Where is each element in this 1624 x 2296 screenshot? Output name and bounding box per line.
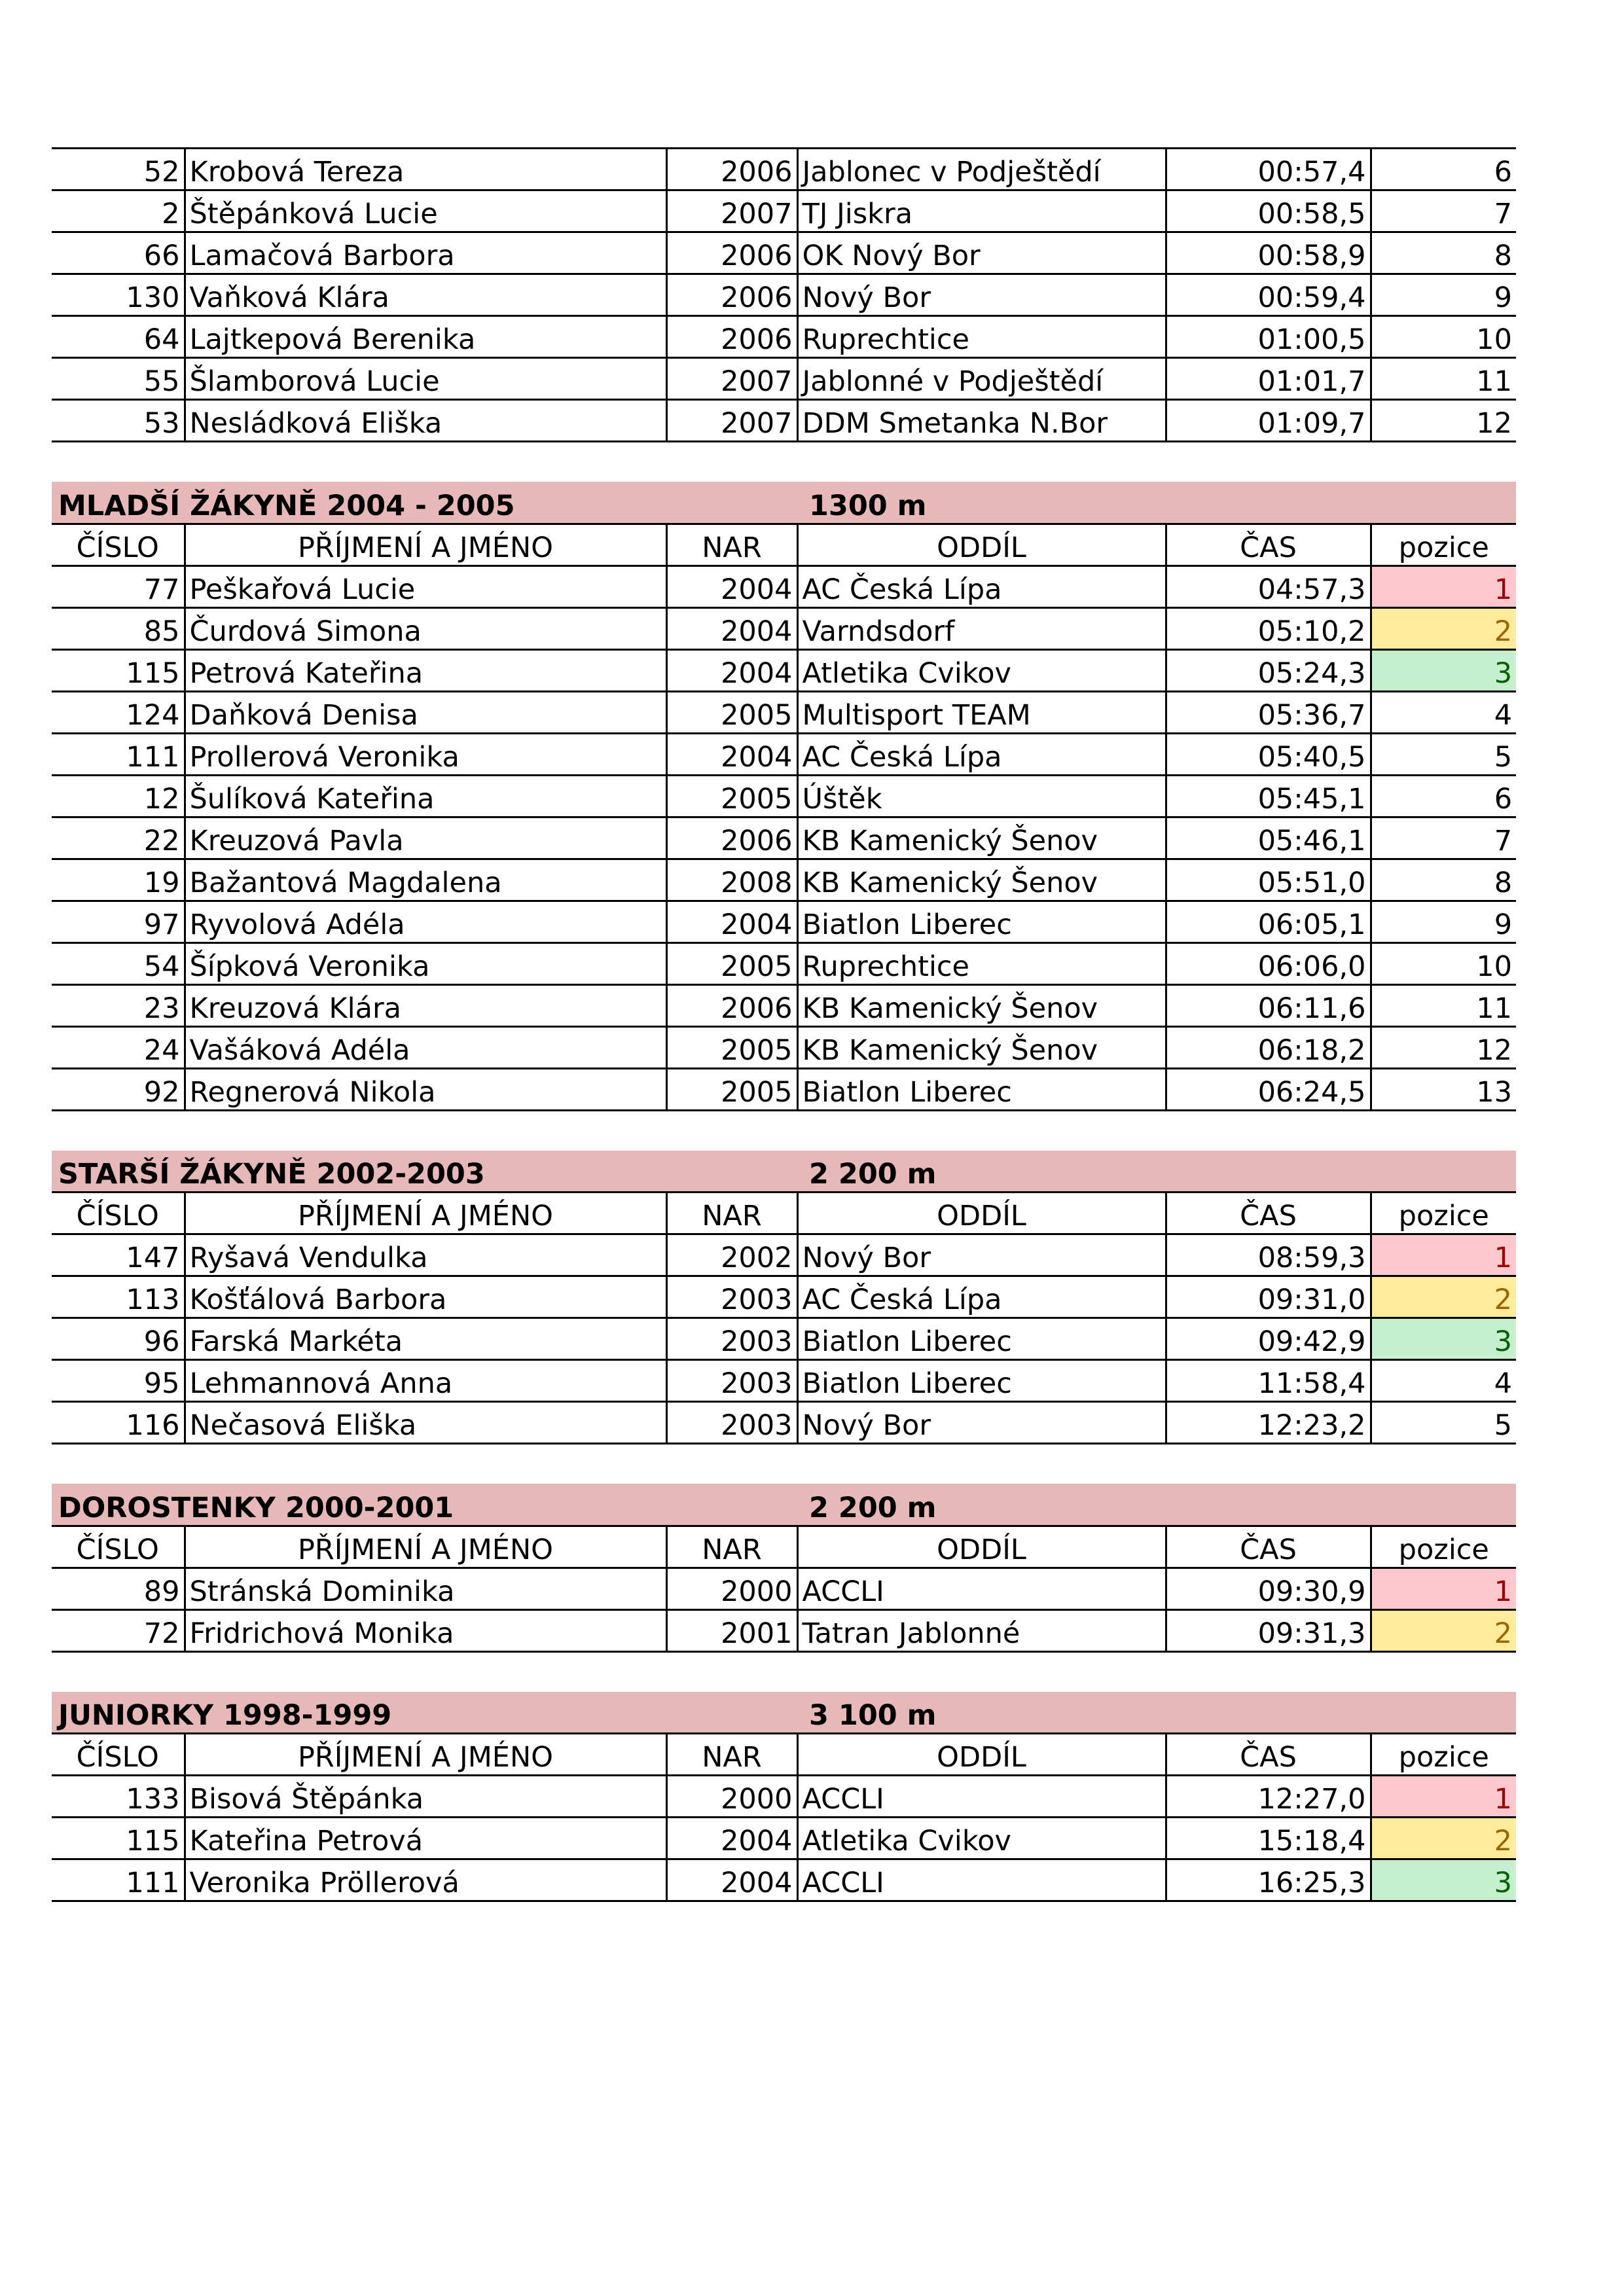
result-row [52, 817, 1516, 859]
club: OK Nový Bor [797, 232, 1166, 274]
column-header-row [52, 524, 1516, 565]
position: 9 [1371, 901, 1516, 942]
club: Jablonec v Podještědí [797, 149, 1166, 190]
birth-year: 2004 [666, 1859, 797, 1901]
athlete-name: Daňková Denisa [185, 691, 666, 733]
position: 13 [1371, 1068, 1516, 1110]
athlete-name: Kreuzová Pavla [185, 817, 666, 859]
time: 00:59,4 [1166, 274, 1371, 316]
position: 7 [1371, 817, 1516, 859]
birth-year: 2004 [666, 607, 797, 649]
athlete-name: Nečasová Eliška [185, 1402, 666, 1444]
athlete-name: Prollerová Veronika [185, 733, 666, 775]
athlete-name: Bažantová Magdalena [185, 859, 666, 901]
col-header-oddil: ODDÍL [797, 1734, 1166, 1776]
bib-number: 116 [52, 1402, 185, 1444]
athlete-name: Stránská Dominika [185, 1568, 666, 1609]
result-row [52, 691, 1516, 733]
bib-number: 97 [52, 901, 185, 942]
club: Úštěk [797, 775, 1166, 817]
bib-number: 19 [52, 859, 185, 901]
col-header-oddil: ODDÍL [797, 524, 1166, 565]
col-header-oddil: ODDÍL [797, 1526, 1166, 1568]
birth-year: 2006 [666, 232, 797, 274]
time: 00:58,5 [1166, 190, 1371, 232]
result-row [52, 859, 1516, 901]
col-header-nar: NAR [666, 1734, 797, 1776]
col-header-cas: ČAS [1166, 524, 1371, 565]
result-row [52, 649, 1516, 691]
club: DDM Smetanka N.Bor [797, 400, 1166, 442]
bib-number: 66 [52, 232, 185, 274]
club: Biatlon Liberec [797, 901, 1166, 942]
athlete-name: Nesládková Eliška [185, 400, 666, 442]
birth-year: 2004 [666, 733, 797, 775]
birth-year: 2004 [666, 901, 797, 942]
birth-year: 2006 [666, 817, 797, 859]
birth-year: 2006 [666, 274, 797, 316]
time: 05:24,3 [1166, 649, 1371, 691]
result-row [52, 775, 1516, 817]
result-row [52, 1318, 1516, 1360]
result-row [52, 274, 1516, 316]
birth-year: 2003 [666, 1402, 797, 1444]
category-table [52, 1692, 1516, 1903]
position: 4 [1371, 1360, 1516, 1402]
club: ACCLI [797, 1568, 1166, 1609]
athlete-name: Peškařová Lucie [185, 565, 666, 607]
col-header-nar: NAR [666, 524, 797, 565]
result-row [52, 607, 1516, 649]
category-title: JUNIORKY 1998-1999 [52, 1692, 797, 1734]
club: Varndsdorf [797, 607, 1166, 649]
time: 09:30,9 [1166, 1568, 1371, 1609]
athlete-name: Šulíková Kateřina [185, 775, 666, 817]
athlete-name: Lamačová Barbora [185, 232, 666, 274]
column-header-row [52, 1526, 1516, 1568]
position: 6 [1371, 775, 1516, 817]
athlete-name: Ryvolová Adéla [185, 901, 666, 942]
bib-number: 64 [52, 316, 185, 358]
time: 15:18,4 [1166, 1818, 1371, 1859]
athlete-name: Petrová Kateřina [185, 649, 666, 691]
time: 06:11,6 [1166, 984, 1371, 1026]
time: 16:25,3 [1166, 1859, 1371, 1901]
club: Nový Bor [797, 1402, 1166, 1444]
time: 01:01,7 [1166, 358, 1371, 400]
athlete-name: Krobová Tereza [185, 149, 666, 190]
birth-year: 2004 [666, 1818, 797, 1859]
result-row [52, 358, 1516, 400]
position: 3 [1371, 1318, 1516, 1360]
col-header-jmeno: PŘÍJMENÍ A JMÉNO [185, 1193, 666, 1234]
col-header-jmeno: PŘÍJMENÍ A JMÉNO [185, 1526, 666, 1568]
result-row [52, 1276, 1516, 1318]
category-title: STARŠÍ ŽÁKYNĚ 2002-2003 [52, 1151, 797, 1193]
category-distance: 1300 m [797, 482, 1516, 524]
time: 04:57,3 [1166, 565, 1371, 607]
club: Nový Bor [797, 274, 1166, 316]
club: KB Kamenický Šenov [797, 984, 1166, 1026]
bib-number: 12 [52, 775, 185, 817]
position: 1 [1371, 565, 1516, 607]
col-header-cas: ČAS [1166, 1734, 1371, 1776]
position: 12 [1371, 1026, 1516, 1068]
result-row [52, 190, 1516, 232]
position: 2 [1371, 1818, 1516, 1859]
col-header-nar: NAR [666, 1526, 797, 1568]
club: Jablonné v Podještědí [797, 358, 1166, 400]
position: 7 [1371, 190, 1516, 232]
club: KB Kamenický Šenov [797, 859, 1166, 901]
athlete-name: Vašáková Adéla [185, 1026, 666, 1068]
position: 2 [1371, 1276, 1516, 1318]
birth-year: 2005 [666, 691, 797, 733]
club: KB Kamenický Šenov [797, 1026, 1166, 1068]
position: 2 [1371, 1609, 1516, 1651]
position: 12 [1371, 400, 1516, 442]
time: 09:42,9 [1166, 1318, 1371, 1360]
time: 01:00,5 [1166, 316, 1371, 358]
col-header-cas: ČAS [1166, 1193, 1371, 1234]
time: 01:09,7 [1166, 400, 1371, 442]
bib-number: 147 [52, 1234, 185, 1276]
athlete-name: Lehmannová Anna [185, 1360, 666, 1402]
col-header-pozice: pozice [1371, 524, 1516, 565]
position: 2 [1371, 607, 1516, 649]
birth-year: 2008 [666, 859, 797, 901]
result-row [52, 232, 1516, 274]
birth-year: 2005 [666, 942, 797, 984]
club: Biatlon Liberec [797, 1068, 1166, 1110]
category-header [52, 1151, 1516, 1193]
time: 09:31,0 [1166, 1276, 1371, 1318]
col-header-pozice: pozice [1371, 1734, 1516, 1776]
bib-number: 85 [52, 607, 185, 649]
birth-year: 2007 [666, 400, 797, 442]
time: 11:58,4 [1166, 1360, 1371, 1402]
result-row [52, 984, 1516, 1026]
club: Nový Bor [797, 1234, 1166, 1276]
col-header-nar: NAR [666, 1193, 797, 1234]
bib-number: 72 [52, 1609, 185, 1651]
athlete-name: Kateřina Petrová [185, 1818, 666, 1859]
result-row [52, 149, 1516, 190]
bib-number: 53 [52, 400, 185, 442]
bib-number: 115 [52, 1818, 185, 1859]
bib-number: 111 [52, 1859, 185, 1901]
col-header-cislo: ČÍSLO [52, 524, 185, 565]
athlete-name: Veronika Pröllerová [185, 1859, 666, 1901]
athlete-name: Ryšavá Vendulka [185, 1234, 666, 1276]
birth-year: 2005 [666, 775, 797, 817]
time: 12:27,0 [1166, 1776, 1371, 1818]
birth-year: 2004 [666, 565, 797, 607]
time: 09:31,3 [1166, 1609, 1371, 1651]
result-row [52, 400, 1516, 442]
athlete-name: Košťálová Barbora [185, 1276, 666, 1318]
result-row [52, 1234, 1516, 1276]
result-row [52, 901, 1516, 942]
club: Ruprechtice [797, 316, 1166, 358]
position: 8 [1371, 859, 1516, 901]
time: 05:51,0 [1166, 859, 1371, 901]
athlete-name: Šípková Veronika [185, 942, 666, 984]
position: 3 [1371, 1859, 1516, 1901]
club: Atletika Cvikov [797, 1818, 1166, 1859]
result-row [52, 1818, 1516, 1859]
bib-number: 124 [52, 691, 185, 733]
position: 1 [1371, 1234, 1516, 1276]
col-header-cislo: ČÍSLO [52, 1734, 185, 1776]
section-gap [52, 1653, 1516, 1692]
athlete-name: Štěpánková Lucie [185, 190, 666, 232]
section-gap [52, 1444, 1516, 1484]
club: KB Kamenický Šenov [797, 817, 1166, 859]
birth-year: 2006 [666, 149, 797, 190]
continued-results-table [52, 147, 1516, 442]
time: 05:36,7 [1166, 691, 1371, 733]
athlete-name: Lajtkepová Berenika [185, 316, 666, 358]
result-row [52, 316, 1516, 358]
club: ACCLI [797, 1776, 1166, 1818]
col-header-jmeno: PŘÍJMENÍ A JMÉNO [185, 524, 666, 565]
position: 10 [1371, 316, 1516, 358]
club: Biatlon Liberec [797, 1360, 1166, 1402]
column-header-row [52, 1734, 1516, 1776]
birth-year: 2000 [666, 1568, 797, 1609]
bib-number: 96 [52, 1318, 185, 1360]
club: AC Česká Lípa [797, 733, 1166, 775]
col-header-cas: ČAS [1166, 1526, 1371, 1568]
bib-number: 113 [52, 1276, 185, 1318]
position: 10 [1371, 942, 1516, 984]
position: 11 [1371, 984, 1516, 1026]
birth-year: 2003 [666, 1318, 797, 1360]
club: ACCLI [797, 1859, 1166, 1901]
athlete-name: Vaňková Klára [185, 274, 666, 316]
result-row [52, 1859, 1516, 1901]
time: 05:10,2 [1166, 607, 1371, 649]
bib-number: 89 [52, 1568, 185, 1609]
birth-year: 2006 [666, 316, 797, 358]
bib-number: 22 [52, 817, 185, 859]
result-row [52, 1026, 1516, 1068]
club: Ruprechtice [797, 942, 1166, 984]
bib-number: 92 [52, 1068, 185, 1110]
bib-number: 23 [52, 984, 185, 1026]
position: 9 [1371, 274, 1516, 316]
birth-year: 2007 [666, 358, 797, 400]
col-header-jmeno: PŘÍJMENÍ A JMÉNO [185, 1734, 666, 1776]
category-header [52, 482, 1516, 524]
athlete-name: Bisová Štěpánka [185, 1776, 666, 1818]
bib-number: 77 [52, 565, 185, 607]
club: Tatran Jablonné [797, 1609, 1166, 1651]
bib-number: 130 [52, 274, 185, 316]
col-header-cislo: ČÍSLO [52, 1526, 185, 1568]
club: Biatlon Liberec [797, 1318, 1166, 1360]
bib-number: 55 [52, 358, 185, 400]
position: 11 [1371, 358, 1516, 400]
results-sheet [52, 147, 1516, 1902]
bib-number: 95 [52, 1360, 185, 1402]
time: 06:24,5 [1166, 1068, 1371, 1110]
category-header [52, 1692, 1516, 1734]
athlete-name: Kreuzová Klára [185, 984, 666, 1026]
category-distance: 2 200 m [797, 1484, 1516, 1526]
birth-year: 2000 [666, 1776, 797, 1818]
result-row [52, 1568, 1516, 1609]
club: AC Česká Lípa [797, 565, 1166, 607]
birth-year: 2003 [666, 1360, 797, 1402]
col-header-cislo: ČÍSLO [52, 1193, 185, 1234]
category-table [52, 1484, 1516, 1653]
club: Multisport TEAM [797, 691, 1166, 733]
birth-year: 2007 [666, 190, 797, 232]
col-header-oddil: ODDÍL [797, 1193, 1166, 1234]
category-header [52, 1484, 1516, 1526]
result-row [52, 942, 1516, 984]
time: 05:45,1 [1166, 775, 1371, 817]
time: 06:06,0 [1166, 942, 1371, 984]
result-row [52, 565, 1516, 607]
col-header-pozice: pozice [1371, 1526, 1516, 1568]
birth-year: 2005 [666, 1068, 797, 1110]
section-gap [52, 1111, 1516, 1151]
result-row [52, 733, 1516, 775]
time: 05:46,1 [1166, 817, 1371, 859]
time: 00:58,9 [1166, 232, 1371, 274]
birth-year: 2003 [666, 1276, 797, 1318]
bib-number: 111 [52, 733, 185, 775]
position: 1 [1371, 1568, 1516, 1609]
col-header-pozice: pozice [1371, 1193, 1516, 1234]
athlete-name: Fridrichová Monika [185, 1609, 666, 1651]
bib-number: 54 [52, 942, 185, 984]
club: Atletika Cvikov [797, 649, 1166, 691]
athlete-name: Regnerová Nikola [185, 1068, 666, 1110]
club: TJ Jiskra [797, 190, 1166, 232]
birth-year: 2004 [666, 649, 797, 691]
result-row [52, 1776, 1516, 1818]
category-title: MLADŠÍ ŽÁKYNĚ 2004 - 2005 [52, 482, 797, 524]
category-table [52, 1151, 1516, 1445]
bib-number: 52 [52, 149, 185, 190]
category-title: DOROSTENKY 2000-2001 [52, 1484, 797, 1526]
birth-year: 2006 [666, 984, 797, 1026]
position: 8 [1371, 232, 1516, 274]
time: 05:40,5 [1166, 733, 1371, 775]
time: 12:23,2 [1166, 1402, 1371, 1444]
bib-number: 24 [52, 1026, 185, 1068]
position: 1 [1371, 1776, 1516, 1818]
section-gap [52, 442, 1516, 482]
result-row [52, 1360, 1516, 1402]
birth-year: 2001 [666, 1609, 797, 1651]
category-table [52, 482, 1516, 1111]
result-row [52, 1068, 1516, 1110]
time: 06:18,2 [1166, 1026, 1371, 1068]
position: 4 [1371, 691, 1516, 733]
bib-number: 115 [52, 649, 185, 691]
position: 5 [1371, 733, 1516, 775]
result-row [52, 1609, 1516, 1651]
club: AC Česká Lípa [797, 1276, 1166, 1318]
time: 08:59,3 [1166, 1234, 1371, 1276]
result-row [52, 1402, 1516, 1444]
position: 5 [1371, 1402, 1516, 1444]
athlete-name: Šlamborová Lucie [185, 358, 666, 400]
time: 00:57,4 [1166, 149, 1371, 190]
category-distance: 2 200 m [797, 1151, 1516, 1193]
column-header-row [52, 1193, 1516, 1234]
time: 06:05,1 [1166, 901, 1371, 942]
bib-number: 2 [52, 190, 185, 232]
category-distance: 3 100 m [797, 1692, 1516, 1734]
athlete-name: Čurdová Simona [185, 607, 666, 649]
birth-year: 2005 [666, 1026, 797, 1068]
position: 6 [1371, 149, 1516, 190]
bib-number: 133 [52, 1776, 185, 1818]
birth-year: 2002 [666, 1234, 797, 1276]
athlete-name: Farská Markéta [185, 1318, 666, 1360]
position: 3 [1371, 649, 1516, 691]
